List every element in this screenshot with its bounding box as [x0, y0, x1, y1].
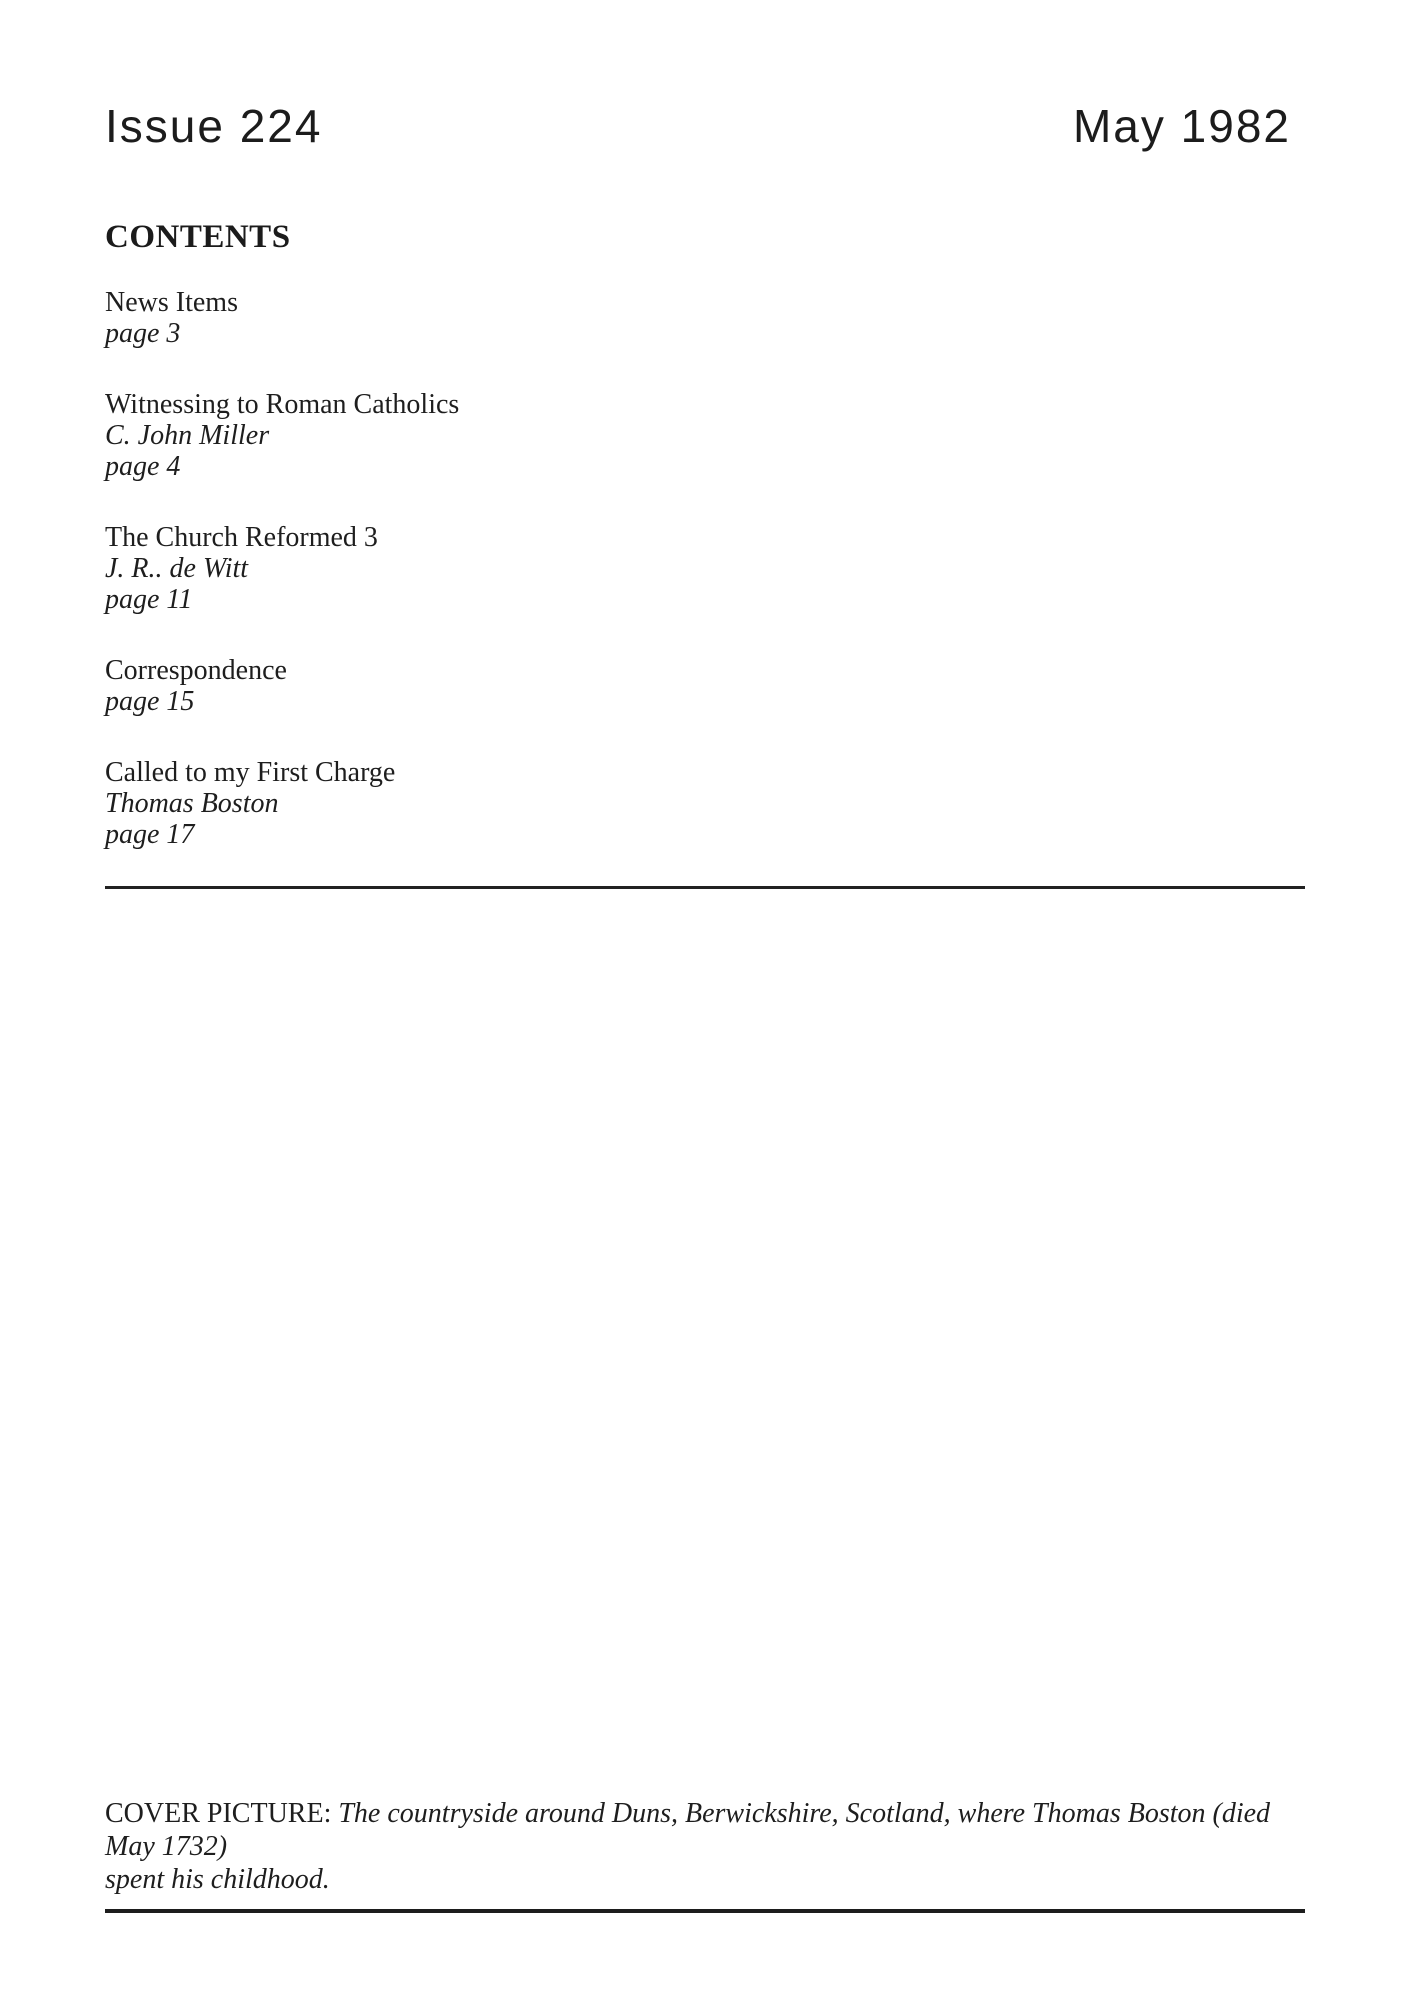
entry-author: J. R.. de Witt [105, 553, 249, 584]
cover-picture-caption-line [105, 1797, 1305, 1863]
entry-author: Thomas Boston [105, 788, 279, 819]
issue-label: Issue 224 [105, 100, 323, 152]
cover-picture-caption: The countryside around Duns, Berwickshire, Scotland, where Thomas Boston (died May 1732) [105, 1798, 1271, 1862]
date-label: May 1982 [1072, 100, 1291, 152]
entry-title: Witnessing to Roman Catholics [105, 389, 460, 420]
contents-entry [105, 757, 1305, 850]
entry-title: Correspondence [105, 655, 287, 686]
entry-page: page 11 [105, 584, 193, 615]
masthead [105, 100, 1305, 152]
contents-entry [105, 287, 1305, 349]
entry-page: page 15 [105, 686, 195, 717]
cover-picture-caption: spent his childhood. [105, 1864, 330, 1895]
entry-title: The Church Reformed 3 [105, 522, 378, 553]
contents-entry [105, 389, 1305, 482]
contents-entry [105, 655, 1305, 717]
cover-picture-label: COVER PICTURE: [105, 1798, 332, 1829]
entry-page: page 17 [105, 819, 195, 850]
page-content [105, 0, 1305, 889]
contents-heading: CONTENTS [105, 219, 291, 255]
cover-picture-note [105, 1797, 1305, 1913]
contents-list [105, 287, 1305, 850]
contents-entry [105, 522, 1305, 615]
entry-title: News Items [105, 287, 238, 318]
footer-divider [105, 1909, 1305, 1913]
contents-divider [105, 886, 1305, 889]
entry-page: page 4 [105, 451, 181, 482]
entry-page: page 3 [105, 318, 181, 349]
entry-title: Called to my First Charge [105, 757, 396, 788]
entry-author: C. John Miller [105, 420, 270, 451]
